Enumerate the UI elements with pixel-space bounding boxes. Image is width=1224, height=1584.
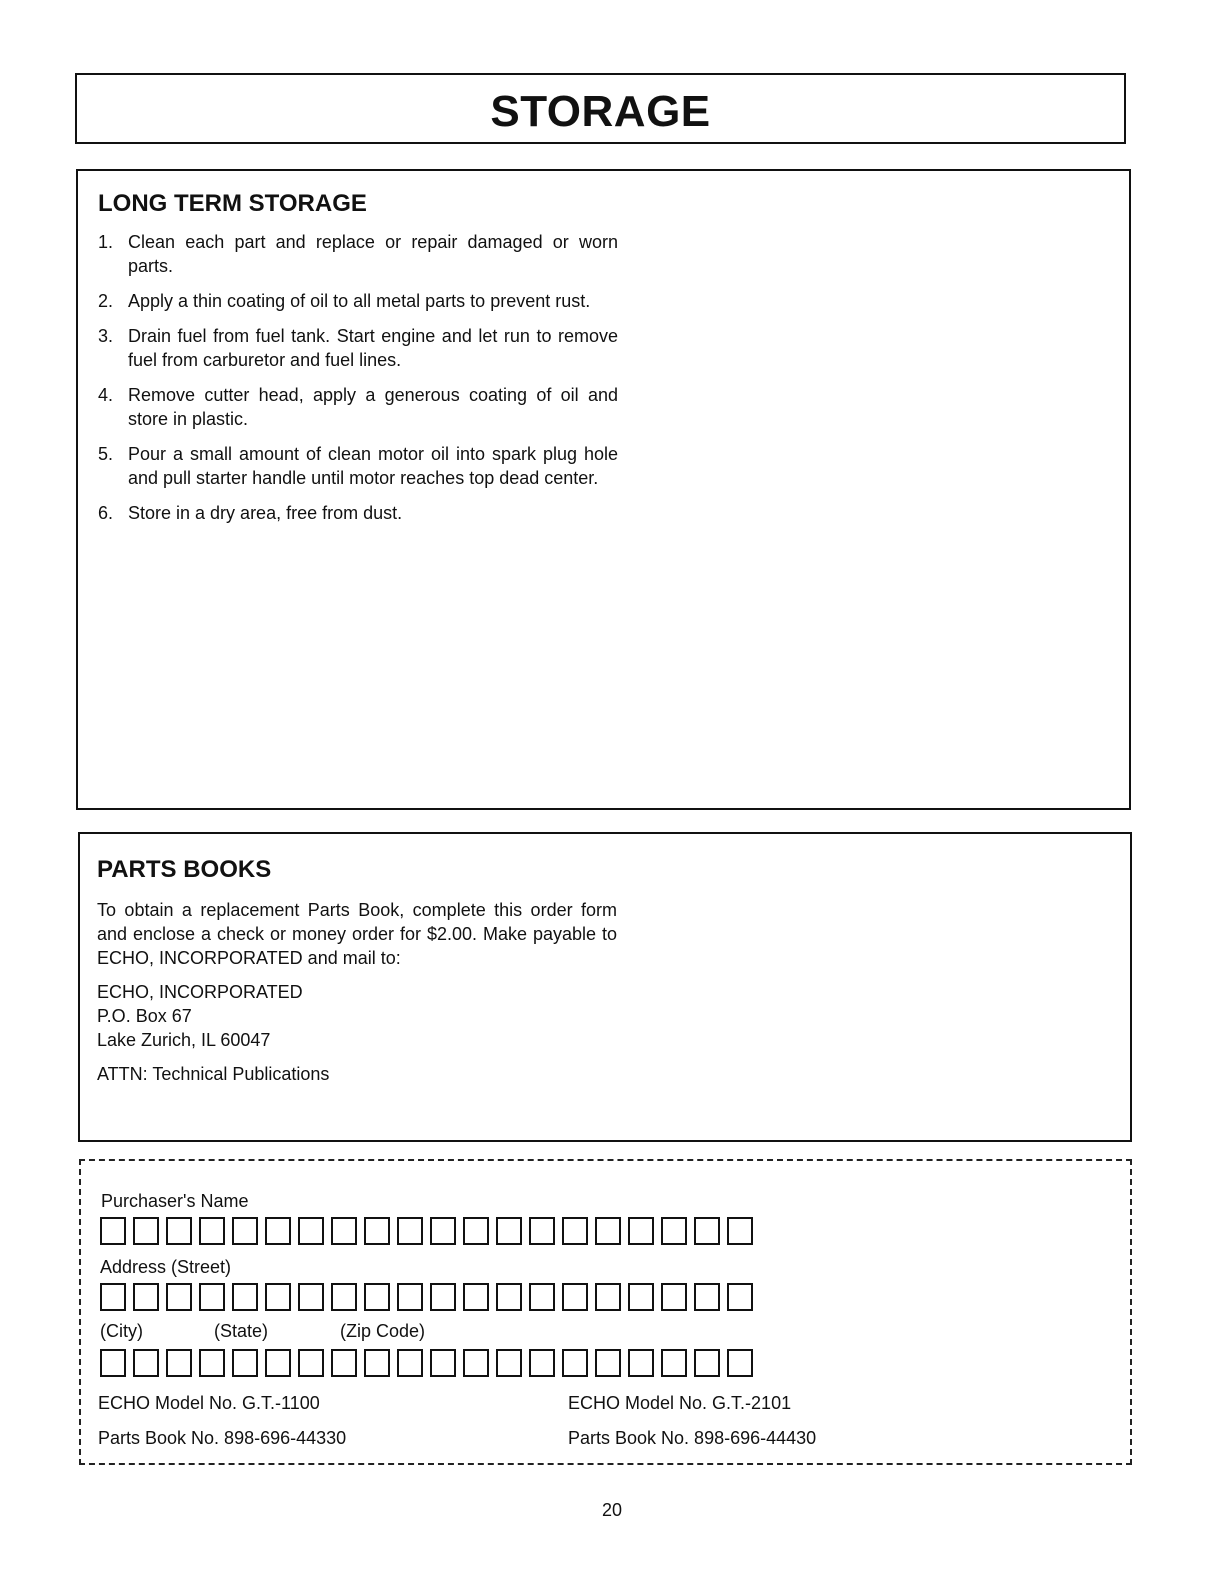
character-box[interactable] xyxy=(661,1349,687,1377)
character-box[interactable] xyxy=(727,1349,753,1377)
character-box[interactable] xyxy=(727,1217,753,1245)
character-box[interactable] xyxy=(661,1217,687,1245)
character-box[interactable] xyxy=(133,1217,159,1245)
character-box[interactable] xyxy=(628,1349,654,1377)
character-box[interactable] xyxy=(694,1283,720,1311)
character-box[interactable] xyxy=(364,1349,390,1377)
character-box[interactable] xyxy=(562,1349,588,1377)
character-box[interactable] xyxy=(595,1349,621,1377)
character-box[interactable] xyxy=(463,1217,489,1245)
character-box[interactable] xyxy=(496,1283,522,1311)
storage-step xyxy=(98,230,618,278)
character-box[interactable] xyxy=(529,1349,555,1377)
step-text: Apply a thin coating of oil to all metal parts to prevent rust. xyxy=(128,291,591,311)
page-number: 20 xyxy=(601,1500,623,1520)
step-text: Pour a small amount of clean motor oil into spark plug hole and pull starter handle until motor reaches top dead center. xyxy=(128,444,618,488)
character-box[interactable] xyxy=(529,1217,555,1245)
storage-step xyxy=(98,324,618,372)
step-text: Remove cutter head, apply a generous coating of oil and store in plastic. xyxy=(128,385,618,429)
title-box xyxy=(75,73,1126,144)
character-box[interactable] xyxy=(166,1217,192,1245)
parts-books-heading: PARTS BOOKS xyxy=(97,856,272,883)
zip-code-label: (Zip Code) xyxy=(340,1321,426,1341)
character-box[interactable] xyxy=(199,1349,225,1377)
state-label: (State) xyxy=(214,1321,269,1341)
storage-step xyxy=(98,289,618,313)
purchaser-name-boxes[interactable] xyxy=(100,1217,753,1245)
character-box[interactable] xyxy=(628,1283,654,1311)
character-box[interactable] xyxy=(628,1217,654,1245)
character-box[interactable] xyxy=(199,1217,225,1245)
character-box[interactable] xyxy=(100,1349,126,1377)
character-box[interactable] xyxy=(397,1283,423,1311)
parts-books-section xyxy=(97,856,617,1086)
character-box[interactable] xyxy=(298,1217,324,1245)
character-box[interactable] xyxy=(694,1349,720,1377)
character-box[interactable] xyxy=(199,1283,225,1311)
step-number: 4. xyxy=(98,385,114,405)
attn-line: ATTN: Technical Publications xyxy=(97,1064,330,1084)
character-box[interactable] xyxy=(364,1283,390,1311)
character-box[interactable] xyxy=(331,1349,357,1377)
character-box[interactable] xyxy=(331,1217,357,1245)
character-box[interactable] xyxy=(595,1283,621,1311)
character-box[interactable] xyxy=(430,1217,456,1245)
character-box[interactable] xyxy=(133,1349,159,1377)
character-box[interactable] xyxy=(727,1283,753,1311)
address-line: ECHO, INCORPORATED xyxy=(97,982,303,1002)
address-street-label: Address (Street) xyxy=(100,1257,232,1277)
parts-book-number-2: Parts Book No. 898-696-44430 xyxy=(568,1428,817,1448)
character-box[interactable] xyxy=(562,1283,588,1311)
character-box[interactable] xyxy=(529,1283,555,1311)
character-box[interactable] xyxy=(496,1349,522,1377)
mailing-address xyxy=(97,980,617,1052)
address-line: Lake Zurich, IL 60047 xyxy=(97,1030,271,1050)
character-box[interactable] xyxy=(463,1283,489,1311)
character-box[interactable] xyxy=(298,1349,324,1377)
purchaser-name-label: Purchaser's Name xyxy=(101,1191,249,1211)
step-number: 1. xyxy=(98,232,114,252)
address-line: P.O. Box 67 xyxy=(97,1006,192,1026)
model-number-2: ECHO Model No. G.T.-2101 xyxy=(568,1393,792,1413)
character-box[interactable] xyxy=(496,1217,522,1245)
step-text: Store in a dry area, free from dust. xyxy=(128,503,403,523)
character-box[interactable] xyxy=(397,1217,423,1245)
step-number: 5. xyxy=(98,444,114,464)
character-box[interactable] xyxy=(364,1217,390,1245)
character-box[interactable] xyxy=(298,1283,324,1311)
character-box[interactable] xyxy=(100,1283,126,1311)
address-street-boxes[interactable] xyxy=(100,1283,753,1311)
character-box[interactable] xyxy=(166,1349,192,1377)
character-box[interactable] xyxy=(331,1283,357,1311)
character-box[interactable] xyxy=(133,1283,159,1311)
step-number: 2. xyxy=(98,291,114,311)
character-box[interactable] xyxy=(265,1217,291,1245)
character-box[interactable] xyxy=(166,1283,192,1311)
step-text: Clean each part and replace or repair damaged or worn parts. xyxy=(128,232,618,276)
city-label: (City) xyxy=(100,1321,143,1341)
character-box[interactable] xyxy=(265,1283,291,1311)
step-number: 3. xyxy=(98,326,114,346)
step-text: Drain fuel from fuel tank. Start engine and let run to remove fuel from carburetor and fuel lines. xyxy=(128,326,618,370)
character-box[interactable] xyxy=(430,1283,456,1311)
character-box[interactable] xyxy=(232,1217,258,1245)
character-box[interactable] xyxy=(100,1217,126,1245)
character-box[interactable] xyxy=(265,1349,291,1377)
city-state-zip-boxes[interactable] xyxy=(100,1349,753,1377)
character-box[interactable] xyxy=(430,1349,456,1377)
page-title: STORAGE xyxy=(490,87,711,136)
storage-step xyxy=(98,442,618,490)
long-term-storage-heading: LONG TERM STORAGE xyxy=(98,190,367,217)
character-box[interactable] xyxy=(463,1349,489,1377)
parts-book-number-1: Parts Book No. 898-696-44330 xyxy=(98,1428,347,1448)
character-box[interactable] xyxy=(232,1349,258,1377)
parts-books-intro: To obtain a replacement Parts Book, complete this order form and enclose a check or money order for $2.00. Make payable to ECHO, INCORPORATED and mail to: xyxy=(97,900,617,968)
character-box[interactable] xyxy=(562,1217,588,1245)
storage-step xyxy=(98,383,618,431)
storage-step xyxy=(98,501,618,525)
character-box[interactable] xyxy=(694,1217,720,1245)
character-box[interactable] xyxy=(661,1283,687,1311)
character-box[interactable] xyxy=(397,1349,423,1377)
character-box[interactable] xyxy=(232,1283,258,1311)
model-number-1: ECHO Model No. G.T.-1100 xyxy=(98,1393,320,1413)
step-number: 6. xyxy=(98,503,114,523)
long-term-storage-section xyxy=(98,190,618,536)
character-box[interactable] xyxy=(595,1217,621,1245)
